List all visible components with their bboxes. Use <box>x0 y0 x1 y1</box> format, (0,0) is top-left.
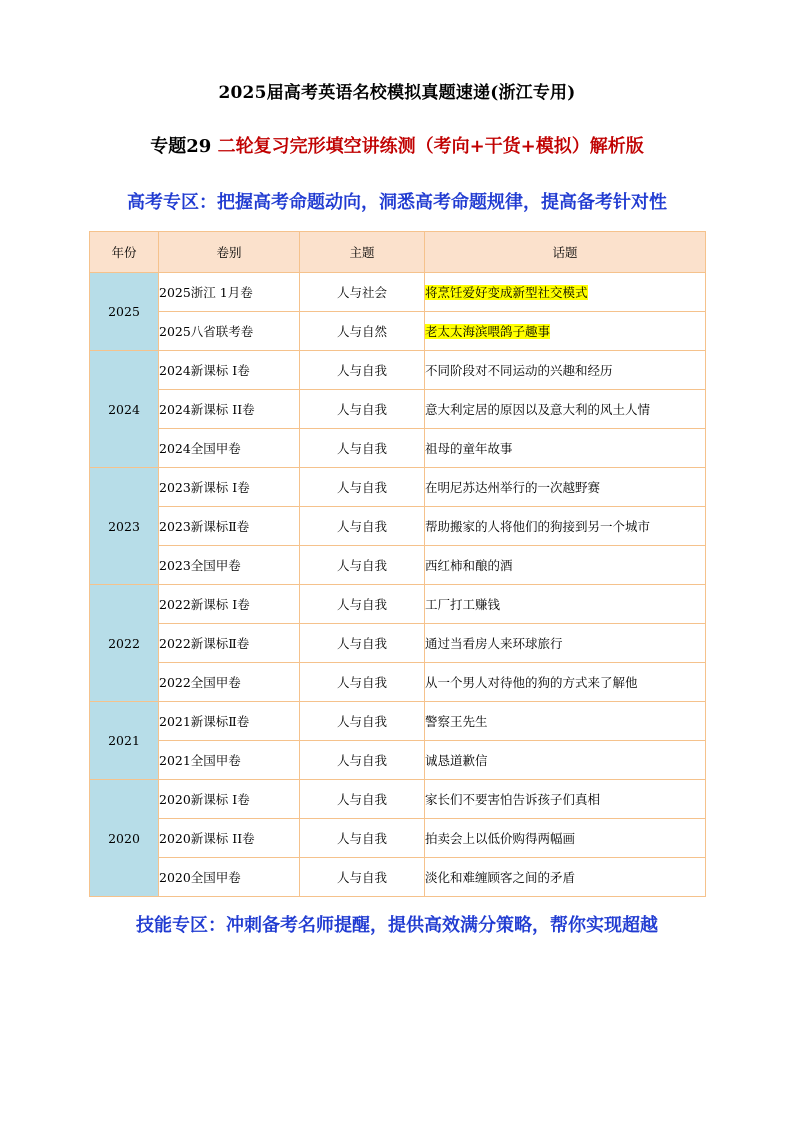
table-row <box>90 624 706 663</box>
paper-cell: 2022新课标Ⅱ卷 <box>159 624 300 663</box>
section-heading-exam-zone: 高考专区：把握高考命题动向，洞悉高考命题规律，提高备考针对性 <box>127 192 667 213</box>
table-row <box>90 507 706 546</box>
table-row <box>90 819 706 858</box>
theme-cell: 人与自我 <box>300 819 425 858</box>
theme-cell: 人与自我 <box>300 663 425 702</box>
document-subtitle <box>0 132 794 158</box>
paper-cell: 2024新课标 I卷 <box>159 351 300 390</box>
topic-cell: 在明尼苏达州举行的一次越野赛 <box>425 468 706 507</box>
topic-cell: 拍卖会上以低价购得两幅画 <box>425 819 706 858</box>
year-cell: 2025 <box>90 273 159 351</box>
paper-cell: 2024全国甲卷 <box>159 429 300 468</box>
paper-cell: 2021全国甲卷 <box>159 741 300 780</box>
paper-cell: 2023全国甲卷 <box>159 546 300 585</box>
theme-cell: 人与自我 <box>300 858 425 897</box>
year-cell: 2022 <box>90 585 159 702</box>
topic-cell: 意大利定居的原因以及意大利的风土人情 <box>425 390 706 429</box>
header-year: 年份 <box>90 232 159 273</box>
theme-cell: 人与自我 <box>300 741 425 780</box>
topic-cell <box>425 273 706 312</box>
table-header-row <box>90 232 706 273</box>
theme-cell: 人与社会 <box>300 273 425 312</box>
theme-cell: 人与自我 <box>300 585 425 624</box>
topic-cell: 西红柿和酿的酒 <box>425 546 706 585</box>
subtitle-prefix: 专题29 <box>150 136 212 157</box>
theme-cell: 人与自我 <box>300 780 425 819</box>
section-heading-skills-zone: 技能专区：冲刺备考名师提醒，提供高效满分策略，帮你实现超越 <box>136 915 658 936</box>
topic-cell <box>425 312 706 351</box>
theme-cell: 人与自我 <box>300 624 425 663</box>
topic-cell: 祖母的童年故事 <box>425 429 706 468</box>
table-row <box>90 663 706 702</box>
table-row <box>90 585 706 624</box>
topic-cell: 从一个男人对待他的狗的方式来了解他 <box>425 663 706 702</box>
table-row <box>90 312 706 351</box>
highlighted-topic: 将烹饪爱好变成新型社交模式 <box>425 285 588 300</box>
table-row <box>90 429 706 468</box>
topic-cell: 不同阶段对不同运动的兴趣和经历 <box>425 351 706 390</box>
paper-cell: 2021新课标Ⅱ卷 <box>159 702 300 741</box>
topic-cell: 通过当看房人来环球旅行 <box>425 624 706 663</box>
table-row <box>90 546 706 585</box>
table-row <box>90 702 706 741</box>
highlighted-topic: 老太太海滨喂鸽子趣事 <box>425 324 551 339</box>
document-title: 2025届高考英语名校模拟真题速递(浙江专用) <box>218 83 576 103</box>
paper-cell: 2022全国甲卷 <box>159 663 300 702</box>
paper-cell: 2020新课标 II卷 <box>159 819 300 858</box>
paper-cell: 2023新课标Ⅱ卷 <box>159 507 300 546</box>
theme-cell: 人与自我 <box>300 702 425 741</box>
paper-cell: 2020新课标 I卷 <box>159 780 300 819</box>
header-paper: 卷别 <box>159 232 300 273</box>
theme-cell: 人与自然 <box>300 312 425 351</box>
paper-cell: 2024新课标 II卷 <box>159 390 300 429</box>
paper-cell: 2022新课标 I卷 <box>159 585 300 624</box>
table-row <box>90 741 706 780</box>
topic-cell: 帮助搬家的人将他们的狗接到另一个城市 <box>425 507 706 546</box>
table-row <box>90 780 706 819</box>
subtitle-main: 二轮复习完形填空讲练测（考向+干货+模拟）解析版 <box>217 136 644 157</box>
theme-cell: 人与自我 <box>300 507 425 546</box>
topic-cell: 淡化和难缠顾客之间的矛盾 <box>425 858 706 897</box>
topic-cell: 警察王先生 <box>425 702 706 741</box>
table-row <box>90 273 706 312</box>
theme-cell: 人与自我 <box>300 390 425 429</box>
theme-cell: 人与自我 <box>300 351 425 390</box>
year-cell: 2020 <box>90 780 159 897</box>
paper-cell: 2020全国甲卷 <box>159 858 300 897</box>
paper-cell: 2025八省联考卷 <box>159 312 300 351</box>
theme-cell: 人与自我 <box>300 546 425 585</box>
paper-cell: 2025浙江 1月卷 <box>159 273 300 312</box>
topic-cell: 工厂打工赚钱 <box>425 585 706 624</box>
header-topic: 话题 <box>425 232 706 273</box>
table-row <box>90 351 706 390</box>
year-cell: 2024 <box>90 351 159 468</box>
table-row <box>90 390 706 429</box>
exam-topics-table <box>89 231 706 897</box>
year-cell: 2021 <box>90 702 159 780</box>
paper-cell: 2023新课标 I卷 <box>159 468 300 507</box>
year-cell: 2023 <box>90 468 159 585</box>
topic-cell: 家长们不要害怕告诉孩子们真相 <box>425 780 706 819</box>
topic-cell: 诚恳道歉信 <box>425 741 706 780</box>
header-theme: 主题 <box>300 232 425 273</box>
table-row <box>90 468 706 507</box>
theme-cell: 人与自我 <box>300 468 425 507</box>
theme-cell: 人与自我 <box>300 429 425 468</box>
table-row <box>90 858 706 897</box>
